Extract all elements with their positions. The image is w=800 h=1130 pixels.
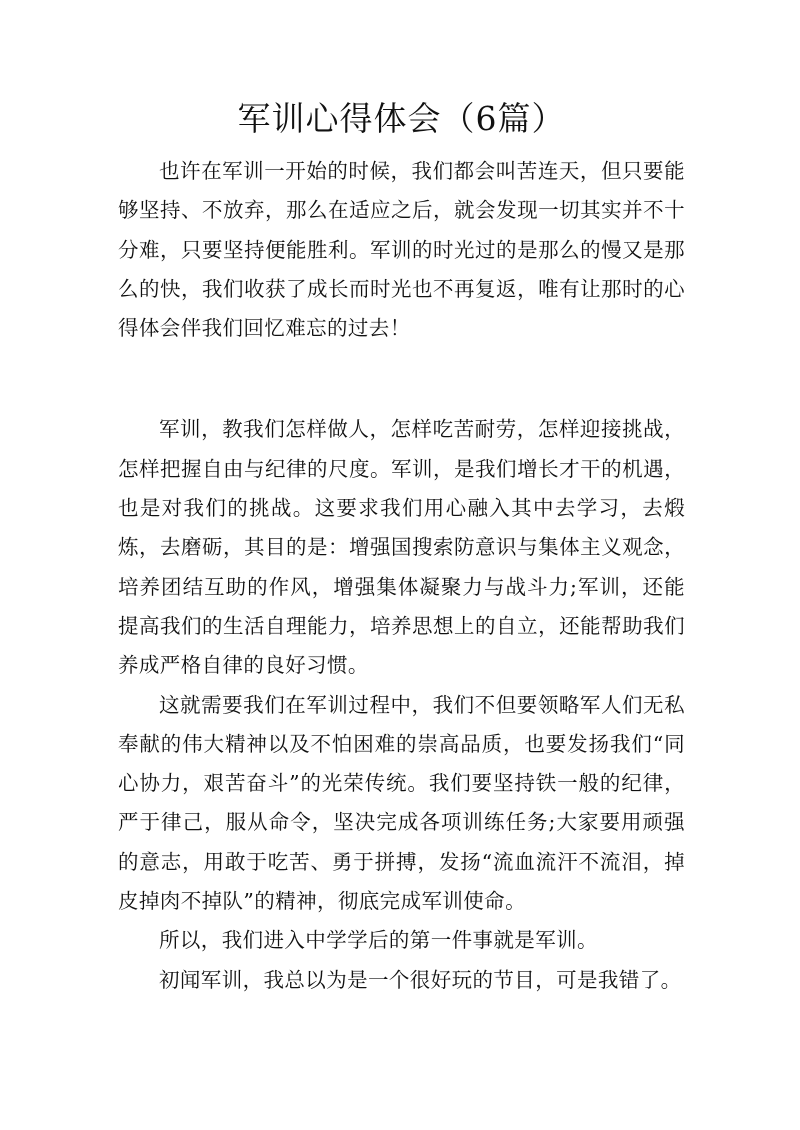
document-title: 军训心得体会（6篇）	[237, 99, 566, 138]
paragraph-military-spirit: 这就需要我们在军训过程中，我们不但要领略军人们无私奉献的伟大精神以及不怕困难的崇高品质，也要发扬我们“同心协力，艰苦奋斗”的光荣传统。我们要坚持铁一般的纪律，严于律己，服从命令，坚决完成各项训练任务;大家要用顽强的意志，用敢于吃苦、勇于拼搏，发扬“流血流汗不流泪，掉皮掉肉不掉队”的精神，彻底完成军训使命。	[118, 692, 685, 914]
paragraph-intro: 也许在军训一开始的时候，我们都会叫苦连天，但只要能够坚持、不放弃，那么在适应之后，就会发现一切其实并不十分难，只要坚持便能胜利。军训的时光过的是那么的慢又是那么的快，我们收获了成长而时光也不再复返，唯有让那时的心得体会伴我们回忆难忘的过去！	[118, 159, 685, 341]
paragraph-first-impression: 初闻军训，我总以为是一个很好玩的节目，可是我错了。	[159, 967, 682, 992]
paragraph-first-event: 所以，我们进入中学学后的第一件事就是军训。	[159, 928, 598, 953]
paragraph-training-meaning: 军训，教我们怎样做人，怎样吃苦耐劳，怎样迎接挑战，怎样把握自由与纪律的尺度。军训，是我们增长才干的机遇，也是对我们的挑战。这要求我们用心融入其中去学习，去煅炼，去磨砺，其目的是：增强国搜索防意识与集体主义观念，培养团结互助的作风，增强集体凝聚力与战斗力;军训，还能提高我们的生活自理能力，培养思想上的自立，还能帮助我们养成严格自律的良好习惯。	[118, 417, 685, 678]
